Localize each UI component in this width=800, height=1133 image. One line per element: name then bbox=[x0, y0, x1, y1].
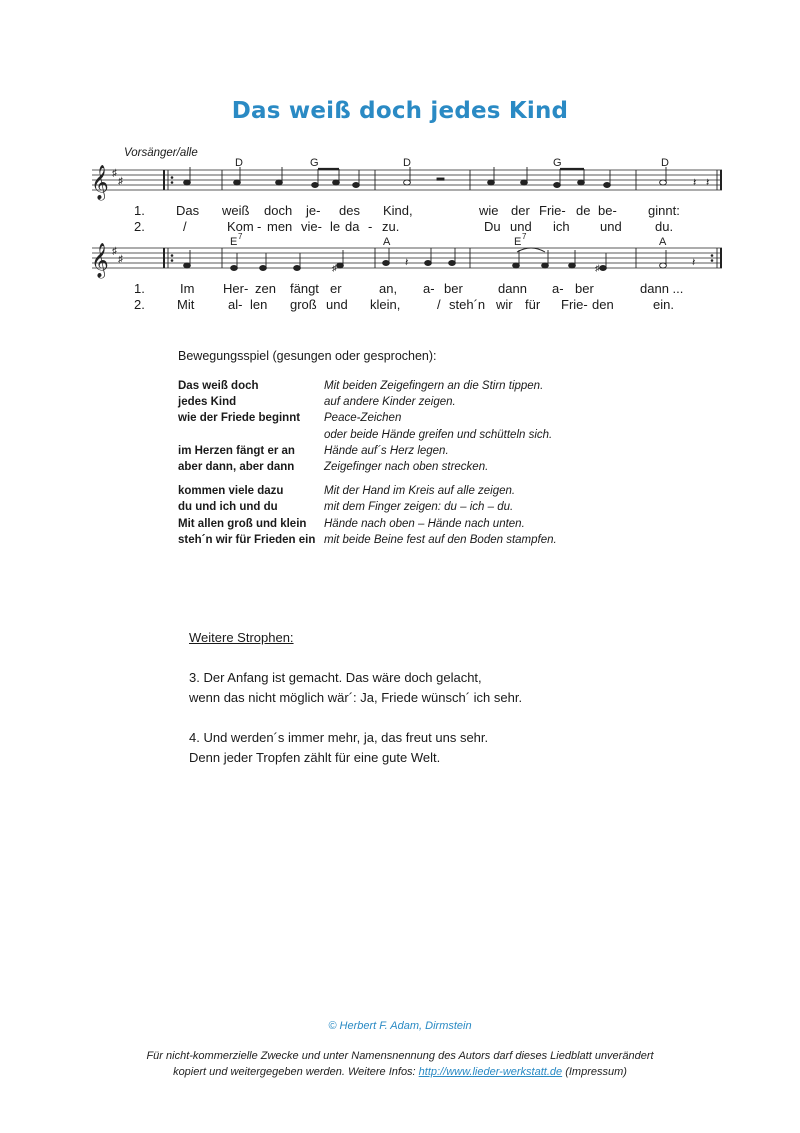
chord: G bbox=[553, 157, 562, 169]
chord: D bbox=[661, 157, 669, 169]
movement-row: im Herzen fängt er an Hände auf´s Herz legen. bbox=[178, 444, 449, 457]
verse-line: Denn jeder Tropfen zählt für eine gute Welt. bbox=[189, 750, 441, 765]
treble-clef-icon: 𝄞 bbox=[91, 166, 109, 199]
copyright: © Herbert F. Adam, Dirmstein bbox=[328, 1020, 472, 1032]
chords-2 bbox=[230, 232, 667, 248]
sharp-icon: ♯ bbox=[118, 254, 123, 265]
further-verses-heading: Weitere Strophen: bbox=[189, 630, 294, 645]
chord: D bbox=[403, 157, 411, 169]
notes-2 bbox=[184, 248, 667, 271]
footer-line-1: Für nicht-kommerzielle Zwecke und unter Namensnennung des Autors darf dieses Liedblatt unverändert bbox=[146, 1050, 654, 1062]
svg-text:𝄽: 𝄽 bbox=[692, 257, 696, 269]
movement-row: du und ich und du mit dem Finger zeigen: du – ich – du. bbox=[178, 501, 514, 514]
vorsaenger-label: Vorsänger/alle bbox=[124, 147, 198, 159]
movement-row: wie der Friede beginnt Peace-Zeichen bbox=[178, 412, 402, 425]
svg-text:𝄽: 𝄽 bbox=[706, 177, 710, 189]
chords-1 bbox=[235, 157, 669, 169]
chord-sup: 7 bbox=[522, 232, 527, 241]
sharp-icon: ♯ bbox=[112, 246, 117, 257]
chord: E bbox=[514, 236, 522, 248]
chord: E bbox=[230, 236, 238, 248]
movement-row: aber dann, aber dann Zeigefinger nach oben strecken. bbox=[178, 460, 489, 473]
footer-line-2: kopiert und weitergegeben werden. Weitere Infos: http://www.lieder-werkstatt.de (Impressum) bbox=[173, 1066, 627, 1078]
movement-row: jedes Kind auf andere Kinder zeigen. bbox=[178, 396, 456, 409]
website-link[interactable]: http://www.lieder-werkstatt.de bbox=[418, 1066, 563, 1078]
svg-text:𝄽: 𝄽 bbox=[693, 177, 697, 189]
chord: A bbox=[659, 236, 667, 248]
chord: A bbox=[383, 236, 391, 248]
chord-sup: 7 bbox=[238, 232, 243, 241]
svg-text:♯: ♯ bbox=[332, 263, 337, 273]
svg-text:𝄽: 𝄽 bbox=[405, 257, 409, 269]
svg-text:♯: ♯ bbox=[595, 263, 600, 273]
sharp-icon: ♯ bbox=[118, 176, 123, 187]
chord: D bbox=[235, 157, 243, 169]
verse-line: wenn das nicht möglich wär´: Ja, Friede wünsch´ ich sehr. bbox=[189, 690, 523, 705]
treble-clef-icon: 𝄞 bbox=[91, 244, 109, 277]
movement-table bbox=[178, 380, 618, 550]
sharp-icon: ♯ bbox=[112, 168, 117, 179]
movement-row: kommen viele dazu Mit der Hand im Kreis auf alle zeigen. bbox=[178, 485, 516, 498]
verse-line: 3. Der Anfang ist gemacht. Das wäre doch gelacht, bbox=[189, 670, 482, 685]
movement-row: Mit allen groß und klein Hände nach oben – Hände nach unten. bbox=[178, 517, 525, 530]
movement-heading: Bewegungsspiel (gesungen oder gesprochen): bbox=[178, 349, 437, 363]
chord: G bbox=[310, 157, 319, 169]
verse-line: 4. Und werden´s immer mehr, ja, das freut uns sehr. bbox=[189, 730, 489, 745]
movement-row: oder beide Hände greifen und schütteln sich. bbox=[324, 428, 553, 441]
song-title: Das weiß doch jedes Kind bbox=[231, 98, 569, 124]
movement-row: Das weiß doch Mit beiden Zeigefingern an die Stirn tippen. bbox=[178, 380, 544, 392]
movement-row: steh´n wir für Frieden ein mit beide Beine fest auf den Boden stampfen. bbox=[178, 533, 557, 546]
